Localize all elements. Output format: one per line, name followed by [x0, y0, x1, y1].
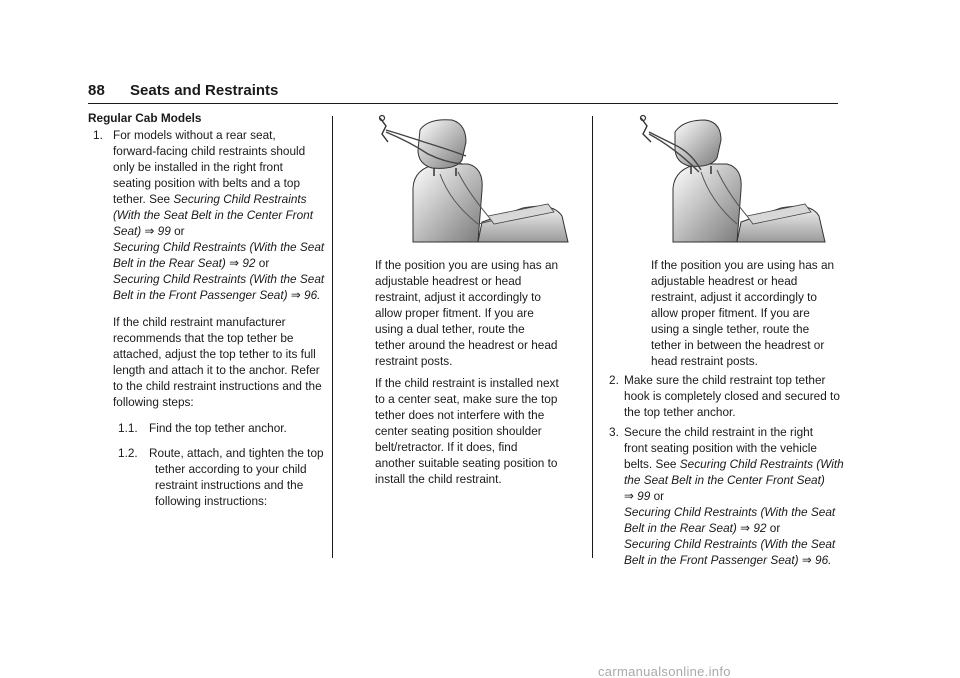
text-line: using a single tether, route the — [651, 322, 810, 336]
text-line: another suitable seating position to — [375, 456, 558, 470]
cross-reference-link[interactable]: Securing Child Restraints (With — [679, 457, 844, 471]
text-line: If the position you are using has an — [375, 258, 559, 272]
text-line: recommends that the top tether be — [113, 331, 294, 345]
column-divider-2 — [592, 116, 593, 558]
text-line: restraint, adjust it accordingly to — [375, 290, 542, 304]
text-line: Route, attach, and tighten the top — [149, 446, 324, 460]
cross-reference-link[interactable]: Belt in the Front Passenger Seat) — [624, 553, 799, 567]
seat-back — [413, 164, 482, 242]
text-line: attached, adjust the top tether to its full — [113, 347, 316, 361]
text-line: Belt in the Rear Seat) ⇒ 92 or — [113, 256, 270, 270]
cross-reference-link[interactable]: Securing Child Restraints (With the Seat — [624, 505, 836, 519]
text-line: allow proper fitment. If you are — [651, 306, 810, 320]
text-line: adjustable headrest or head — [651, 274, 798, 288]
cross-reference-link[interactable]: (With the Seat Belt in the Center Front — [113, 208, 314, 222]
text-line: If the child restraint manufacturer — [113, 315, 286, 329]
headrest — [418, 120, 466, 169]
text-line: restraint instructions and the — [155, 478, 304, 492]
text-line: following steps: — [113, 395, 194, 409]
text-line: Secure the child restraint in the right — [624, 425, 813, 439]
text-line: Belt in the Rear Seat) ⇒ 92 or — [624, 521, 781, 535]
page-header — [88, 82, 838, 104]
cross-reference-link[interactable]: Belt in the Front Passenger Seat) — [113, 288, 288, 302]
text-line — [624, 553, 831, 569]
list-number: 1.2. — [118, 446, 138, 460]
cross-reference-link[interactable]: Securing Child Restraints (With the Seat — [113, 240, 325, 254]
text-line: front seating position with the vehicle — [624, 441, 817, 455]
cross-reference-link[interactable]: Securing Child Restraints (With the Seat — [624, 537, 836, 551]
page-reference[interactable]: ⇒ 99 — [624, 489, 651, 503]
list-number: 3. — [609, 425, 619, 439]
list-number: 2. — [609, 373, 619, 387]
text-line: tether around the headrest or head — [375, 338, 558, 352]
cross-reference-link[interactable]: Seat) — [113, 224, 142, 238]
text-line: using a dual tether, route the — [375, 322, 525, 336]
list-number: 1.1. — [118, 421, 138, 435]
cross-reference-link[interactable]: Securing Child Restraints — [173, 192, 307, 206]
text-line: hook is completely closed and secured to — [624, 389, 840, 403]
page-reference[interactable]: ⇒ 96. — [801, 553, 832, 567]
text-line: Find the top tether anchor. — [149, 421, 287, 435]
text-line: tether in between the headrest or — [651, 338, 825, 352]
text-line: following instructions: — [155, 494, 268, 508]
text-line: restraint posts. — [375, 354, 453, 368]
text-line: If the child restraint is installed next — [375, 376, 559, 390]
text-line: adjustable headrest or head — [375, 274, 522, 288]
column-divider-1 — [332, 116, 333, 558]
dual-tether-illustration — [358, 112, 580, 244]
text-line — [624, 473, 825, 489]
page-reference[interactable]: ⇒ 96. — [290, 288, 321, 302]
cross-reference-link[interactable]: Securing Child Restraints (With the Seat — [113, 272, 325, 286]
text-line: install the child restraint. — [375, 472, 502, 486]
text-line: restraint, adjust it accordingly to — [651, 290, 818, 304]
list-number: 1. — [93, 128, 103, 142]
text-line — [113, 208, 313, 224]
text-line: For models without a rear seat, — [113, 128, 276, 142]
text-line: If the position you are using has an — [651, 258, 835, 272]
text-line: allow proper fitment. If you are — [375, 306, 534, 320]
page-reference[interactable]: ⇒ 99 — [144, 224, 171, 238]
headrest — [675, 120, 721, 166]
single-tether-illustration — [615, 112, 830, 244]
subheading: Regular Cab Models — [88, 111, 202, 125]
seat-back — [673, 164, 741, 242]
text-line: tether according to your child — [155, 462, 307, 476]
page-reference[interactable]: ⇒ 92 — [740, 521, 767, 535]
text-line: only be installed in the right front — [113, 160, 283, 174]
text-line: head restraint posts. — [651, 354, 758, 368]
text-line: belts. See Securing Child Restraints (With — [624, 457, 844, 471]
text-line: to a center seat, make sure the top — [375, 392, 558, 406]
text-line: Make sure the child restraint top tether — [624, 373, 826, 387]
text-line — [113, 240, 324, 256]
tether-hook — [641, 118, 651, 142]
cross-reference-link[interactable]: the Seat Belt in the Center Front Seat) — [624, 473, 825, 487]
cross-reference-link[interactable]: Belt in the Rear Seat) — [113, 256, 226, 270]
text-line — [113, 272, 324, 288]
text-line: seating position with belts and a top — [113, 176, 301, 190]
text-line — [624, 505, 835, 521]
text-line: to the child restraint instructions and the — [113, 379, 322, 393]
page-number: 88 — [88, 82, 106, 99]
text-line — [113, 288, 320, 304]
text-line: tether does not interfere with the — [375, 408, 545, 422]
text-line: belt/retractor. If it does, find — [375, 440, 518, 454]
text-line: length and attach it to the anchor. Refer — [113, 363, 320, 377]
text-line — [624, 537, 835, 553]
cross-reference-link[interactable]: Belt in the Rear Seat) — [624, 521, 737, 535]
text-line: ⇒ 99 or — [624, 489, 665, 503]
text-line: Seat) ⇒ 99 or — [113, 224, 185, 238]
text-line: tether. See Securing Child Restraints — [113, 192, 307, 206]
page-reference[interactable]: ⇒ 92 — [229, 256, 256, 270]
text-line: center seating position shoulder — [375, 424, 542, 438]
text-line: forward-facing child restraints should — [113, 144, 306, 158]
section-title: Seats and Restraints — [130, 82, 279, 99]
watermark-text: carmanualsonline.info — [598, 664, 731, 678]
text-line: the top tether anchor. — [624, 405, 736, 419]
